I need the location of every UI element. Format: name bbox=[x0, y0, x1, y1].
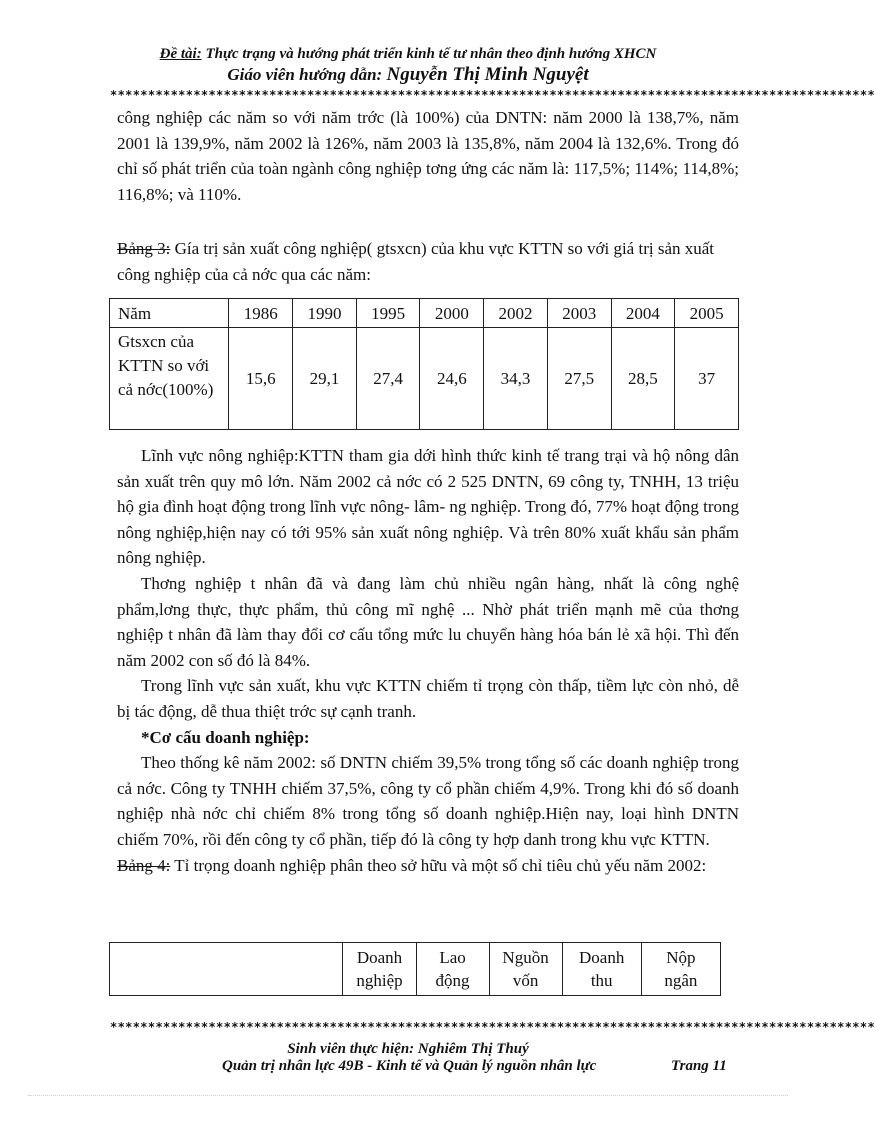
page-bottom-divider bbox=[28, 1095, 788, 1096]
table4-caption bbox=[117, 853, 739, 879]
structure-heading: *Cơ cấu doanh nghiệp: bbox=[141, 727, 310, 747]
table4-caption-text: Tỉ trọng doanh nghiệp phân theo sở hữu và một số chỉ tiêu chủ yếu năm 2002: bbox=[170, 855, 707, 875]
table3-value: 37 bbox=[675, 328, 739, 430]
table3-year: 1986 bbox=[229, 299, 293, 328]
table3-value: 27,4 bbox=[356, 328, 420, 430]
table3-caption bbox=[117, 236, 739, 287]
footer-separator: ***************************************************************************************************** bbox=[110, 1020, 875, 1034]
table3-row-label: Gtsxcn của KTTN so với cả nớc(100%) bbox=[110, 328, 229, 430]
table4-header-capital: Nguồn vốn bbox=[489, 943, 562, 996]
footer-page-number: Trang 11 bbox=[671, 1058, 727, 1074]
agriculture-paragraph: Lĩnh vực nông nghiệp:KTTN tham gia dới hình thức kinh tế trang trại và hộ nông dân sản xuất trên quy mô lớn. Năm 2002 cả nớc có 2 525 DNTN, 69 công ty, TNHH, 13 triệu hộ gia đình hoạt động trong lĩnh vực nông- lâm- ng nghiệp. Trong đó, 77% hoạt động trong nông nghiệp,hiện nay có tới 95% sản xuất nông nghiệp. Và trên 80% xuất khẩu sản phẩm nông nghiệp. bbox=[117, 446, 739, 568]
table3-value-row bbox=[110, 328, 739, 430]
table3-value: 24,6 bbox=[420, 328, 484, 430]
table4-header-row bbox=[110, 943, 721, 996]
table-3 bbox=[109, 298, 739, 430]
header-separator: ***************************************************************************************************** bbox=[110, 88, 875, 102]
table4-header-enterprises: Doanh nghiệp bbox=[343, 943, 416, 996]
intro-paragraph: công nghiệp các năm so với năm trớc (là 100%) của DNTN: năm 2000 là 138,7%, năm 2001 là 139,9%, năm 2002 là 126%, năm 2003 là 135,8%, năm 2004 là 132,6%. Trong đó chỉ số phát triển của toàn ngành công nghiệp tơng ứng các năm là: 117,5%; 114%; 114,8%; 116,8%; và 110%. bbox=[117, 108, 739, 204]
footer-student: Sinh viên thực hiện: Nghiêm Thị Thuý bbox=[287, 1041, 529, 1057]
topic-text: Thực trạng và hướng phát triển kinh tế tư nhân theo định hướng XHCN bbox=[201, 46, 657, 62]
table3-value: 27,5 bbox=[547, 328, 611, 430]
table3-year: 1990 bbox=[293, 299, 357, 328]
intro-block bbox=[117, 105, 739, 207]
table4-header-budget: Nộp ngân bbox=[641, 943, 720, 996]
structure-paragraph: Theo thống kê năm 2002: số DNTN chiếm 39,5% trong tổng số các doanh nghiệp trong cả nớc. Công ty TNHH chiếm 37,5%, công ty cổ phần chiếm 4,9%. Trong khi đó số doanh nghiệp nhà nớc chỉ chiếm 8% trong tổng số doanh nghiệp.Hiện nay, loại hình DNTN chiếm 70%, rồi đến công ty cổ phần, tiếp đó là công ty hợp danh trong khu vực KTTN. bbox=[117, 753, 739, 849]
table3-year: 2003 bbox=[547, 299, 611, 328]
footer-class-info: Quản trị nhân lực 49B - Kinh tế và Quản lý nguồn nhân lực bbox=[222, 1058, 597, 1074]
table3-header-label: Năm bbox=[110, 299, 229, 328]
table4-header-labor: Lao động bbox=[416, 943, 489, 996]
advisor-line bbox=[0, 64, 816, 86]
table3-caption-text: Gía trị sản xuất công nghiệp( gtsxcn) của khu vực KTTN so với giá trị sản xuất công nghiệp của cả nớc qua các năm: bbox=[117, 239, 715, 284]
table4-header-revenue: Doanh thu bbox=[562, 943, 641, 996]
table3-value: 15,6 bbox=[229, 328, 293, 430]
table3-year: 2005 bbox=[675, 299, 739, 328]
topic-label: Đề tài: bbox=[159, 46, 202, 62]
main-text bbox=[117, 443, 739, 878]
table3-year: 2000 bbox=[420, 299, 484, 328]
table4-blank-header bbox=[110, 943, 343, 996]
table3-header-row bbox=[110, 299, 739, 328]
advisor-label: Giáo viên hướng dẫn: bbox=[227, 65, 387, 84]
table3-year: 2004 bbox=[611, 299, 675, 328]
table3-year: 2002 bbox=[484, 299, 548, 328]
advisor-name: Nguyễn Thị Minh Nguyệt bbox=[386, 64, 589, 85]
table3-label: Bảng 3: bbox=[117, 239, 171, 258]
commerce-paragraph: Thơng nghiệp t nhân đã và đang làm chủ nhiều ngân hàng, nhất là công nghệ phẩm,lơng thực, thực phẩm, thủ công mĩ nghệ ... Nhờ phát triển mạnh mẽ của thơng nghiệp t nhân đã làm thay đổi cơ cấu tổng mức lu chuyển hàng hóa bán lẻ xã hội. Thì đến năm 2002 con số đó là 84%. bbox=[117, 573, 739, 670]
production-paragraph: Trong lĩnh vực sản xuất, khu vực KTTN chiếm tỉ trọng còn thấp, tiềm lực còn nhỏ, dễ bị tác động, dễ thua thiệt trớc sự cạnh tranh. bbox=[117, 676, 739, 721]
table3-value: 28,5 bbox=[611, 328, 675, 430]
topic-line bbox=[0, 46, 816, 63]
table3-value: 34,3 bbox=[484, 328, 548, 430]
table3-value: 29,1 bbox=[293, 328, 357, 430]
table-4 bbox=[109, 942, 721, 996]
table3-year: 1995 bbox=[356, 299, 420, 328]
table4-label: Bảng 4: bbox=[117, 855, 171, 875]
